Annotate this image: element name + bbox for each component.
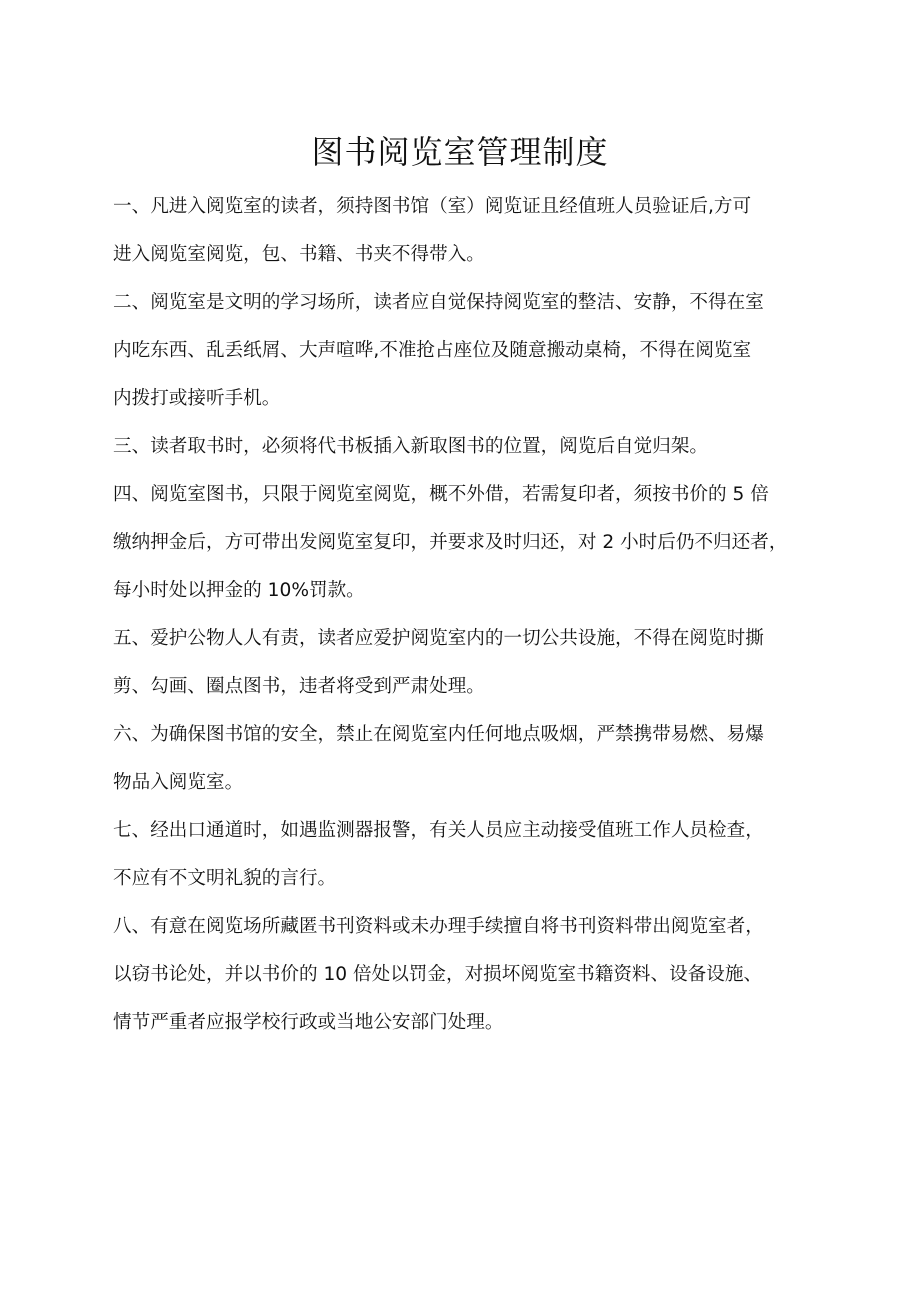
document-title: 图书阅览室管理制度 [311, 133, 609, 171]
paragraph-line: 不应有不文明礼貌的言行。 [113, 868, 337, 889]
paragraph-line: 七、经出口通道时，如遇监测器报警，有关人员应主动接受值班工作人员检查， [113, 820, 764, 841]
paragraph-line: 八、有意在阅览场所藏匿书刊资料或未办理手续擅自将书刊资料带出阅览室者， [113, 916, 764, 937]
paragraph-line: 三、读者取书时，必须将代书板插入新取图书的位置，阅览后自觉归架。 [113, 436, 709, 457]
rule-paragraph-2 [113, 279, 813, 423]
paragraph-line: 一、凡进入阅览室的读者，须持图书馆（室）阅览证且经值班人员验证后,方可 [113, 196, 752, 217]
paragraph-line: 内拨打或接听手机。 [113, 388, 281, 409]
rule-paragraph-7 [113, 807, 813, 903]
paragraph-line: 剪、勾画、圈点图书，违者将受到严肃处理。 [113, 676, 485, 697]
rule-paragraph-3 [113, 423, 813, 471]
paragraph-line: 每小时处以押金的 10%罚款。 [113, 580, 365, 601]
rule-paragraph-1 [113, 183, 813, 279]
rule-paragraph-6 [113, 711, 813, 807]
paragraph-line: 五、爱护公物人人有责，读者应爱护阅览室内的一切公共设施，不得在阅览时撕 [113, 628, 764, 649]
rule-paragraph-4 [113, 471, 813, 615]
paragraph-line: 六、为确保图书馆的安全，禁止在阅览室内任何地点吸烟，严禁携带易燃、易爆 [113, 724, 764, 745]
paragraph-line: 物品入阅览室。 [113, 772, 244, 793]
rule-paragraph-8 [113, 903, 813, 1047]
paragraph-line: 四、阅览室图书，只限于阅览室阅览，概不外借，若需复印者，须按书价的 5 倍 [113, 484, 769, 505]
document-body [113, 183, 813, 1047]
paragraph-line: 进入阅览室阅览，包、书籍、书夹不得带入。 [113, 244, 485, 265]
paragraph-line: 缴纳押金后，方可带出发阅览室复印，并要求及时归还，对 2 小时后仍不归还者， [113, 532, 788, 553]
paragraph-line: 情节严重者应报学校行政或当地公安部门处理。 [113, 1012, 504, 1033]
paragraph-line: 内吃东西、乱丢纸屑、大声喧哗,不准抢占座位及随意搬动桌椅，不得在阅览室 [113, 340, 752, 361]
paragraph-line: 二、阅览室是文明的学习场所，读者应自觉保持阅览室的整洁、安静，不得在室 [113, 292, 764, 313]
rule-paragraph-5 [113, 615, 813, 711]
paragraph-line: 以窃书论处，并以书价的 10 倍处以罚金，对损坏阅览室书籍资料、设备设施、 [113, 964, 763, 985]
